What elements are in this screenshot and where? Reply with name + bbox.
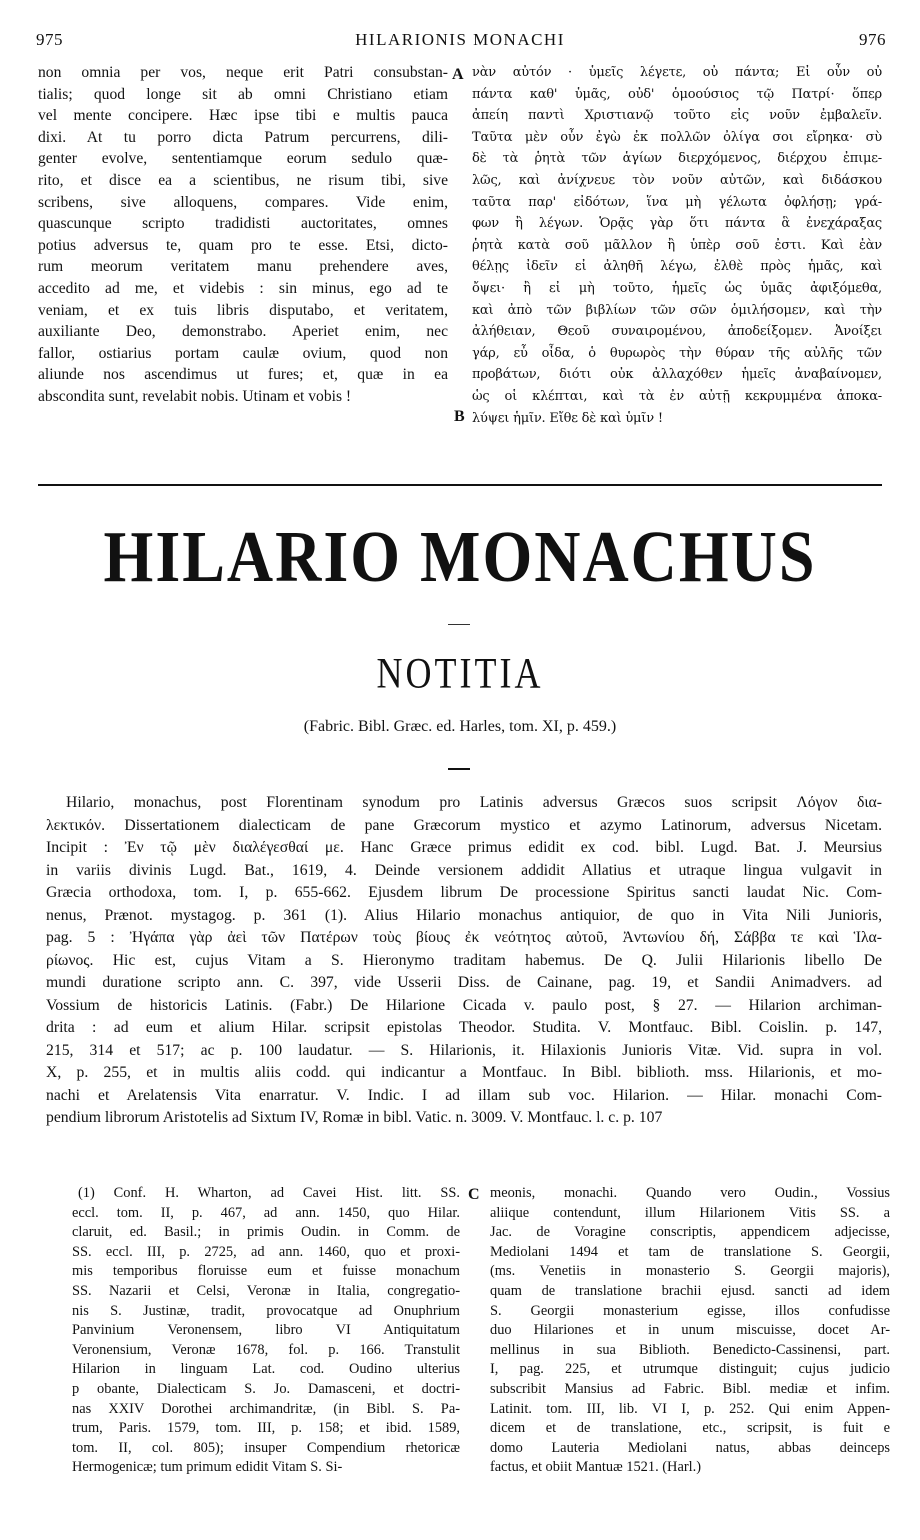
latin-text-line: accedito ad me, et videbis : sin minus, ego ad te [38, 279, 448, 297]
body-text-line: nachi et Arelatensis Vita enarratur. V. Indic. I ad illam sub voc. Hilarion. — Hilar. monachi Com- [46, 1086, 882, 1104]
footnote-line: mellinus in sua Biblioth. Benedicto-Cassinensi, part. [490, 1341, 890, 1358]
footnote-line: Hilarion in linguam Lat. cod. Oudino ulterius [72, 1361, 460, 1378]
footnote-line: meonis, monachi. Quando vero Oudin., Vossius [490, 1185, 890, 1201]
greek-text-line: νὰν αὐτόν · ὑμεῖς λέγετε, οὐ πάντα; Εἰ οὖν οὐ [472, 65, 882, 80]
latin-text-line: aliunde nos ascendimus ut fures; et, quæ in ea [38, 366, 448, 384]
body-separator [448, 768, 470, 770]
latin-text-line: rum meorum veritatem manu prehendere aves, [38, 258, 448, 276]
greek-text-line: δὲ τὰ ῥητὰ τῶν ἁγίων διερχόμενος, διέρχου ἐπιμε- [472, 151, 882, 167]
latin-text-line: non omnia per vos, neque erit Patri consubstan- [38, 64, 448, 81]
greek-text-line: ῥητὰ κατὰ σοῦ μᾶλλον ἢ ὑπὲρ σοῦ ἐστι. Καὶ ἐὰν [472, 237, 882, 253]
body-text-line: Hilario, monachus, post Florentinam synodum pro Latinis adversus Græcos suos scripsit Λόγον δια- [66, 794, 882, 811]
latin-text-line: quascunque scripto tradidisti auctoritates, omnes [38, 215, 448, 233]
footnote-line: S. Georgii monasterium egisse, illos confudisse [490, 1302, 890, 1319]
latin-text-line: abscondita sunt, revelabit nobis. Utinam et vobis ! [38, 387, 352, 405]
latin-text-line: genter evolve, sententiamque eorum sedulo quæ- [38, 150, 448, 168]
title-separator [448, 624, 470, 625]
body-text-line: Incipit : Ἐν τῷ μὲν διαλέγεσθαί με. Hanc Græce primus edidit ex cod. bibl. Lugd. Bat. J. Meursius [46, 839, 882, 856]
latin-text-line: vel mente concipere. Hæc ipse tibi e multis pauca [38, 107, 448, 125]
footnote-line: I, pag. 225, et utrumque distinguit; cujus judicio [490, 1361, 890, 1378]
page-title: HILARIO MONACHUS [103, 515, 817, 598]
footnote-line: Panvinium Veronensem, libro VI Antiquitatum [72, 1322, 460, 1339]
greek-text-line: ἀλήθειαν, Θεοῦ συναιρομένου, ἀποδείξομεν. Ἀνοίξει [472, 324, 882, 340]
section-rule [38, 484, 882, 486]
footnote-line: Veronensium, Veronæ 1678, fol. p. 166. Transtulit [72, 1341, 460, 1358]
footnote-line: Jac. de Voragine conscriptis, appendicem adjecisse, [490, 1224, 890, 1241]
body-text-line: drita : ad eum et alium Hilar. scripsit epistolas Theodor. Studita. V. Montfauc. Bibl. Coislin. p. 147, [46, 1019, 882, 1036]
greek-text-line: λύψει ἡμῖν. Εἴθε δὲ καὶ ὑμῖν ! [472, 410, 663, 426]
footnote-line: Mediolani 1494 et tam de translatione S. Georgii, [490, 1243, 890, 1260]
greek-text-line: γάρ, εὖ οἶδα, ὁ θυρωρὸς τὴν θύραν τῆς αὐλῆς τῶν [472, 345, 882, 361]
footnote-line: quam de translatione brachii ejusd. sancti ad idem [490, 1282, 890, 1299]
greek-column [472, 62, 882, 429]
footnote-line: Latinit. tom. III, lib. VI I, p. 252. Qui enim Appen- [490, 1400, 890, 1417]
latin-text-line: fallor, ostiarius portam caulæ ovium, quod non [38, 344, 448, 362]
footnote-line: SS. Nazarii et Celsi, Veronæ in Italia, congregatio- [72, 1282, 460, 1299]
body-text-line: pag. 5 : Ἠγάπα γὰρ ἀεὶ τῶν Πατέρων τοὺς βίους ἐκ νεότητος αὐτοῦ, Ἀντωνίου δή, Σάββα τε καὶ Ἱλα- [46, 929, 882, 946]
latin-text-line: rito, et disce ea a scientibus, ne risum tibi, sive [38, 171, 448, 189]
latin-text-line: potius adversus te, quam pro te esse. Etsi, dicto- [38, 236, 448, 254]
body-text-line: nenus, Prænot. mystagog. p. 361 (1). Alius Hilario monachus antiquior, de quo in Vita Nili Junioris, [46, 906, 882, 924]
footnote-line: nis S. Justinæ, tradit, provocatque ad Onuphrium [72, 1302, 460, 1319]
greek-text-line: πάντα καθ' ὑμᾶς, οὐδ' ὁμοούσιος τῷ Πατρί· ὅπερ [472, 86, 882, 102]
latin-column [38, 62, 448, 408]
footnote-line: subscribit Mansius ad Fabric. Bibl. mediæ et infim. [490, 1380, 890, 1397]
footnote-line: (1) Conf. H. Wharton, ad Cavei Hist. litt. SS. [78, 1185, 460, 1201]
footnote-line: Hermogenicæ; tum primum edidit Vitam S. Si- [72, 1459, 343, 1476]
footnote-line: duo Hilariones et in unum miscuisse, docet Ar- [490, 1322, 890, 1339]
body-text-line: ρίωνος. Hic est, cujus Vitam a S. Hieronymo traditam habemus. De Q. Julii Hilarionis libello De [46, 951, 882, 969]
body-text-line: 215, 314 et 517; ac p. 100 laudatur. — S. Hilarionis, it. Hilaxionis Junioris Vitæ. Vid. supra in vol. [46, 1041, 882, 1059]
greek-text-line: λῶς, καὶ ἀνίχνευε τὸν νοῦν αὐτῶν, καὶ διδάσκου [472, 172, 882, 188]
footnote-line: claruit, ed. Basil.; in primis Oudin. in Comm. de [72, 1224, 460, 1241]
margin-mark-b: B [454, 408, 465, 425]
latin-text-line: dixi. At tu porro dicta Patrum percurrens, dili- [38, 128, 448, 146]
greek-text-line: καὶ ἀπὸ τῶν βιβλίων τῶν σῶν ὁμιλήσομεν, καὶ τὴν [472, 302, 882, 318]
footnote-line: SS. eccl. III, p. 2725, ad ann. 1460, quo et proxi- [72, 1243, 460, 1260]
latin-text-line: tialis; quod longe sit ab omni Christiano etiam [38, 85, 448, 103]
body-text-line: pendium librorum Aristotelis ad Sixtum IV, Romæ in bibl. Vatic. n. 3009. V. Montfauc. l. c. p. 107 [46, 1109, 663, 1126]
footnote-left-column [72, 1184, 460, 1478]
footnote-line: p obante, Dialecticam S. Jo. Damasceni, et doctri- [72, 1380, 460, 1397]
page-number-right: 976 [859, 30, 886, 49]
section-subtitle: NOTITIA [376, 649, 544, 697]
body-text-line: Græcia orthodoxa, tom. I, p. 655-662. Ejusdem librum De processione Spiritus sancti laudat Nic. Com- [46, 884, 882, 901]
page-number-left: 975 [36, 30, 63, 49]
footnote-line: factus, et obiit Mantuæ 1521. (Harl.) [490, 1459, 702, 1476]
body-text-line: X, p. 255, et in multis aliis codd. qui indicantur a Montfauc. In Bibl. biblioth. mss. Hilarionis, et mo- [46, 1064, 882, 1081]
greek-text-line: ταῦτα παρ' εἰδότων, ἵνα μὴ γέλωτα ὀφλήσῃ; γρά- [472, 194, 882, 210]
greek-text-line: προβάτων, διότι οὐκ ἀλλαχόθεν ἡμεῖς ἀναβαίνομεν, [472, 367, 882, 383]
latin-text-line: scribens, sive alloquens, compares. Vide enim, [38, 193, 448, 211]
footnote-line: aliique contendunt, illum Hilarionem Vitis SS. a [490, 1204, 890, 1221]
running-header [28, 30, 892, 52]
footnote-line: tom. II, col. 805); insuper Compendium rhetoricæ [72, 1439, 460, 1456]
body-text-line: λεκτικόν. Dissertationem dialecticam de pane Græcorum mystico et azymo Latinorum, adversus Nicetam. [46, 816, 882, 834]
footnote-line: mis temporibus floruisse eum et fuisse monachum [72, 1263, 460, 1280]
footnote-line: dicem et de translatione, etc., scripsit, is fuit e [490, 1420, 890, 1437]
notitia-body [46, 792, 882, 1130]
footnote-right-column [490, 1184, 890, 1478]
greek-text-line: Ταῦτα μὲν οὖν ἐγὼ ἐκ πολλῶν ὀλίγα σοι εἴρηκα· σὺ [472, 129, 882, 145]
footnote-line: eccl. tom. II, p. 467, ad ann. 1450, quo Hilar. [72, 1204, 460, 1221]
greek-text-line: ὄψει· ἢ εἰ μὴ τοῦτο, ἡμεῖς ὡς ὑμᾶς ἀφιξόμεθα, [472, 280, 882, 296]
greek-text-line: θέλῃς ἰδεῖν εἰ ἀληθῆ λέγω, ἐλθὲ πρὸς ἡμᾶς, καὶ [472, 259, 882, 275]
body-text-line: Vossium de historicis Latinis. (Fabr.) De Hilarione Cicada v. paulo post, § 27. — Hilarion archiman- [46, 996, 882, 1014]
footnote-line: domo Lauteria Mediolani natus, abbas deinceps [490, 1439, 890, 1456]
footnote-line: trum, Paris. 1579, tom. III, p. 158; et ibid. 1589, [72, 1420, 460, 1437]
margin-mark-c: C [468, 1186, 480, 1203]
source-citation: (Fabric. Bibl. Græc. ed. Harles, tom. XI, p. 459.) [303, 718, 617, 735]
footnote-line: nas XXIV Dorothei archimandritæ, (in Bibl. S. Pa- [72, 1400, 460, 1417]
running-title: HILARIONIS MONACHI [355, 30, 565, 49]
latin-text-line: auxiliante Deo, demonstrabo. Aperiet enim, nec [38, 323, 448, 341]
footnote-line: (ms. Venetiis in monasterio S. Georgii majoris), [490, 1263, 890, 1280]
greek-text-line: φων ἢ λέγων. Ὁρᾷς γὰρ ὅτι πάντα ἃ ἐνεχάραξας [472, 216, 882, 232]
latin-text-line: veniam, et ex tuis libris disputabo, et veritatem, [38, 301, 448, 319]
body-text-line: in variis divinis Lugd. Bat., 1619, 4. Deinde versionem addidit Allatius et utraque lingua vulgavit in [46, 861, 882, 879]
greek-text-line: ἀπείη παντὶ Χριστιανῷ τοῦτο εἰς νοῦν ἐμβαλεῖν. [472, 108, 882, 124]
margin-mark-a: A [452, 66, 464, 83]
greek-text-line: ὡς οἱ κλέπται, καὶ τὰ ἐν αὐτῇ κεκρυμμένα ἀποκα- [472, 388, 882, 404]
body-text-line: mundi duratione scripto ann. C. 397, vide Usserii Diss. de Cainane, pag. 19, et Sandii Animadvers. ad [46, 974, 882, 991]
